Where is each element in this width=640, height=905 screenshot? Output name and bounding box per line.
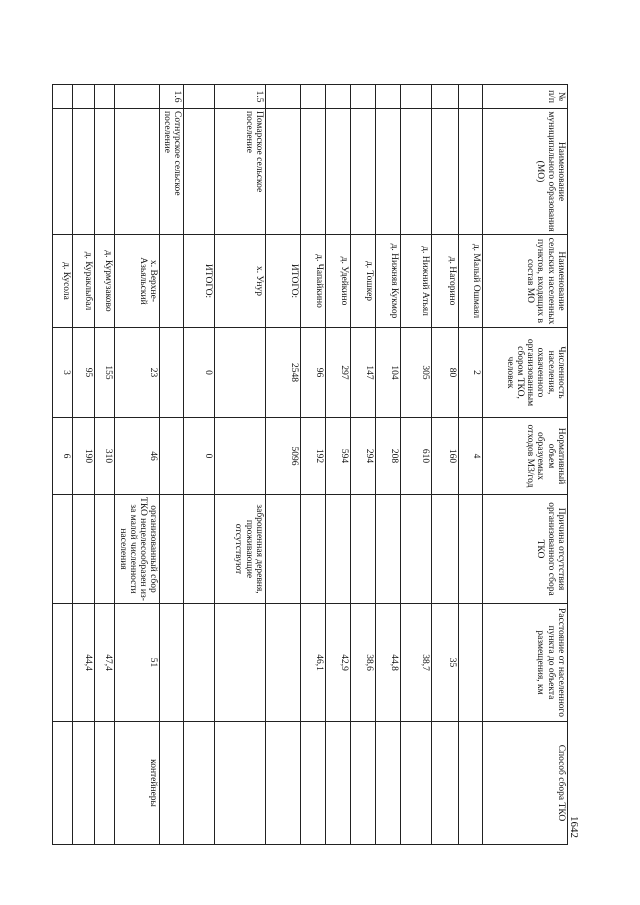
table-frame xyxy=(61,84,568,844)
rotated-table xyxy=(61,84,568,844)
table-cell: д. Чапайкино xyxy=(301,235,326,328)
table-cell xyxy=(266,722,301,845)
table-cell xyxy=(459,109,483,235)
table-row xyxy=(401,85,432,845)
table-cell xyxy=(376,495,401,604)
header-method: Способ сбора ТКО xyxy=(483,722,568,845)
table-cell xyxy=(351,109,376,235)
table-cell xyxy=(160,722,184,845)
table-cell: 80 xyxy=(432,328,459,418)
table-cell xyxy=(95,109,115,235)
table-cell xyxy=(326,722,351,845)
header-row xyxy=(483,85,568,845)
table-cell xyxy=(160,495,184,604)
table-cell xyxy=(459,722,483,845)
waste-collection-table xyxy=(53,84,569,845)
table-cell xyxy=(459,604,483,722)
table-cell: д. Нижний Атьял xyxy=(401,235,432,328)
table-cell xyxy=(326,495,351,604)
table-cell xyxy=(184,604,215,722)
table-cell: 1.6 xyxy=(160,85,184,109)
table-cell: ИТОГО: xyxy=(266,235,301,328)
table-cell xyxy=(401,109,432,235)
header-municipality: Наименование муниципального образования (МО) xyxy=(483,109,568,235)
table-cell: 310 xyxy=(95,418,115,495)
table-cell xyxy=(95,85,115,109)
table-cell: 4 xyxy=(459,418,483,495)
table-cell: 47,4 xyxy=(95,604,115,722)
table-cell: д. Курмузаково xyxy=(95,235,115,328)
table-cell xyxy=(184,495,215,604)
table-cell: х. Верхне-Азьяльский xyxy=(115,235,160,328)
table-cell xyxy=(432,109,459,235)
table-cell: 1.5 xyxy=(215,85,266,109)
table-cell xyxy=(351,722,376,845)
table-cell xyxy=(376,109,401,235)
table-cell xyxy=(53,85,73,109)
table-cell: д. Малый Ошмаял xyxy=(459,235,483,328)
table-cell: 208 xyxy=(376,418,401,495)
table-cell: Сотнурское сельское поселение xyxy=(160,109,184,235)
table-cell: 192 xyxy=(301,418,326,495)
table-cell xyxy=(95,495,115,604)
table-cell: 38,7 xyxy=(401,604,432,722)
table-cell xyxy=(266,495,301,604)
table-cell: 610 xyxy=(401,418,432,495)
table-cell: д. Кусола xyxy=(53,235,73,328)
table-cell xyxy=(184,722,215,845)
table-cell: 44,8 xyxy=(376,604,401,722)
table-cell: 155 xyxy=(95,328,115,418)
table-cell: 96 xyxy=(301,328,326,418)
table-cell: 46,1 xyxy=(301,604,326,722)
table-cell: 0 xyxy=(184,418,215,495)
table-cell xyxy=(459,495,483,604)
table-cell xyxy=(184,85,215,109)
table-cell xyxy=(215,722,266,845)
table-row xyxy=(53,85,73,845)
table-cell: 51 xyxy=(115,604,160,722)
table-cell: 38,6 xyxy=(351,604,376,722)
header-population: Численность населения, охваченного организованным сбором ТКО, человек xyxy=(483,328,568,418)
table-cell xyxy=(160,604,184,722)
table-cell: 42,9 xyxy=(326,604,351,722)
header-distance: Расстояние от населенного пункта до объекта размещения, км xyxy=(483,604,568,722)
table-row xyxy=(215,85,266,845)
table-cell xyxy=(73,722,95,845)
table-cell: 95 xyxy=(73,328,95,418)
table-row xyxy=(301,85,326,845)
table-cell xyxy=(53,604,73,722)
table-cell: 294 xyxy=(351,418,376,495)
header-number: № п/п xyxy=(483,85,568,109)
table-row xyxy=(115,85,160,845)
table-cell: д. Удейкино xyxy=(326,235,351,328)
table-cell: 46 xyxy=(115,418,160,495)
table-cell: 147 xyxy=(351,328,376,418)
table-cell xyxy=(266,604,301,722)
table-cell: 2548 xyxy=(266,328,301,418)
table-cell: 6 xyxy=(53,418,73,495)
table-cell xyxy=(215,328,266,418)
table-cell: 594 xyxy=(326,418,351,495)
table-cell: 0 xyxy=(184,328,215,418)
table-cell xyxy=(53,495,73,604)
table-cell xyxy=(401,85,432,109)
table-cell: д. Тошкер xyxy=(351,235,376,328)
table-cell xyxy=(401,722,432,845)
table-cell xyxy=(351,85,376,109)
table-cell xyxy=(326,85,351,109)
table-cell xyxy=(326,109,351,235)
table-cell: д. Кураклыбал xyxy=(73,235,95,328)
table-cell: д. Нагорино xyxy=(432,235,459,328)
table-cell xyxy=(376,722,401,845)
table-cell: 305 xyxy=(401,328,432,418)
table-row xyxy=(184,85,215,845)
table-cell: 23 xyxy=(115,328,160,418)
table-row xyxy=(376,85,401,845)
table-cell: контейнеры xyxy=(115,722,160,845)
page-number: 1642 xyxy=(568,816,580,838)
table-cell xyxy=(215,418,266,495)
table-body xyxy=(53,85,483,845)
table-cell xyxy=(266,109,301,235)
table-cell xyxy=(184,109,215,235)
table-cell xyxy=(115,109,160,235)
table-row xyxy=(266,85,301,845)
table-row xyxy=(432,85,459,845)
table-cell xyxy=(459,85,483,109)
table-cell xyxy=(301,722,326,845)
table-cell: 297 xyxy=(326,328,351,418)
table-cell: ИТОГО: xyxy=(184,235,215,328)
table-row xyxy=(326,85,351,845)
table-cell xyxy=(53,722,73,845)
header-waste-volume: Нормативный объем образуемых отходов М3/год xyxy=(483,418,568,495)
table-cell xyxy=(95,722,115,845)
table-cell xyxy=(351,495,376,604)
table-cell xyxy=(301,109,326,235)
table-cell xyxy=(73,495,95,604)
table-row xyxy=(459,85,483,845)
table-cell xyxy=(432,722,459,845)
table-cell: заброшенная деревня, проживающие отсутствуют xyxy=(215,495,266,604)
table-cell: Помарское сельское поселение xyxy=(215,109,266,235)
header-reason: Причина отсутствия организованного сбора ТКО xyxy=(483,495,568,604)
table-cell xyxy=(160,328,184,418)
table-cell xyxy=(432,495,459,604)
table-cell xyxy=(376,85,401,109)
table-cell xyxy=(215,604,266,722)
table-cell: 190 xyxy=(73,418,95,495)
table-cell xyxy=(73,109,95,235)
table-cell xyxy=(401,495,432,604)
table-cell: 160 xyxy=(432,418,459,495)
table-cell: х. Унур xyxy=(215,235,266,328)
table-row xyxy=(351,85,376,845)
table-cell xyxy=(160,418,184,495)
table-cell xyxy=(115,85,160,109)
table-cell: д. Нижняя Кукмор xyxy=(376,235,401,328)
table-cell xyxy=(301,495,326,604)
table-cell xyxy=(301,85,326,109)
table-cell xyxy=(53,109,73,235)
table-row xyxy=(73,85,95,845)
table-cell xyxy=(160,235,184,328)
table-cell xyxy=(432,85,459,109)
table-cell: 44,4 xyxy=(73,604,95,722)
table-cell xyxy=(266,85,301,109)
table-cell: 35 xyxy=(432,604,459,722)
header-settlements: Наименование сельских населенных пунктов, входящих в состав МО xyxy=(483,235,568,328)
table-row xyxy=(160,85,184,845)
table-cell: 104 xyxy=(376,328,401,418)
table-cell: 5096 xyxy=(266,418,301,495)
table-cell: 2 xyxy=(459,328,483,418)
table-row xyxy=(95,85,115,845)
table-cell: организованный сбор ТКО нецелесообразен из-за малой численности населения xyxy=(115,495,160,604)
table-cell xyxy=(73,85,95,109)
table-cell: 3 xyxy=(53,328,73,418)
